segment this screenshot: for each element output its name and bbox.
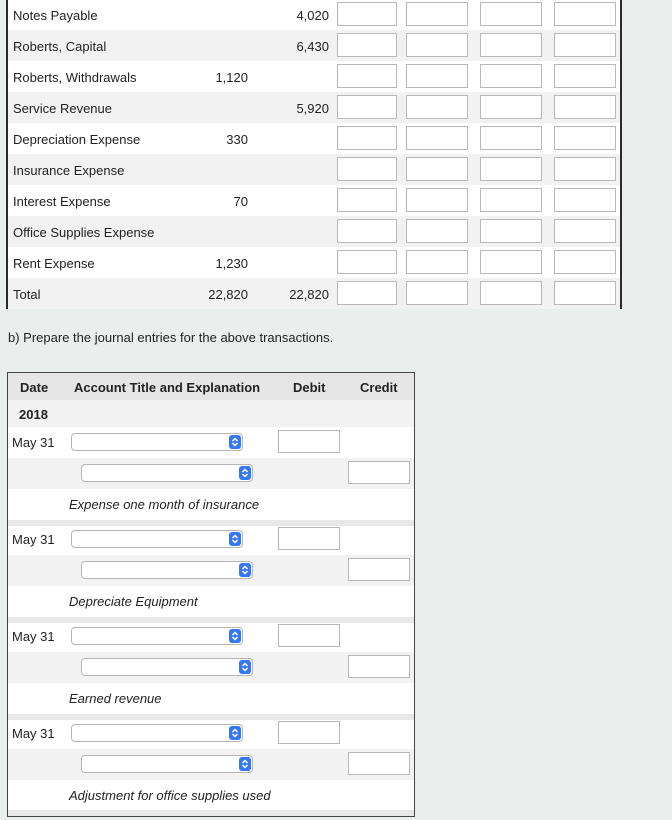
tb-input-1[interactable] bbox=[337, 157, 397, 181]
tb-credit-value: 5,920 bbox=[296, 101, 329, 116]
tb-account-name: Office Supplies Expense bbox=[13, 225, 155, 240]
tb-input-4[interactable] bbox=[554, 95, 616, 119]
tb-input-2[interactable] bbox=[406, 33, 468, 57]
tb-input-3[interactable] bbox=[480, 219, 542, 243]
tb-credit-total: 22,820 bbox=[289, 287, 329, 302]
journal-debit-line bbox=[8, 427, 414, 458]
journal-debit-line bbox=[8, 524, 414, 555]
entry-date: May 31 bbox=[12, 629, 55, 644]
tb-input-1[interactable] bbox=[337, 33, 397, 57]
tb-input-1[interactable] bbox=[337, 2, 397, 26]
tb-input-1[interactable] bbox=[337, 126, 397, 150]
tb-row-total bbox=[8, 278, 620, 309]
tb-input-4[interactable] bbox=[554, 126, 616, 150]
tb-row-rent-expense bbox=[8, 247, 620, 278]
tb-input-2[interactable] bbox=[406, 250, 468, 274]
tb-input-3[interactable] bbox=[480, 64, 542, 88]
tb-input-3[interactable] bbox=[480, 281, 542, 305]
tb-row-notes-payable bbox=[8, 0, 620, 30]
tb-input-2[interactable] bbox=[406, 95, 468, 119]
header-account: Account Title and Explanation bbox=[74, 380, 261, 395]
tb-input-2[interactable] bbox=[406, 281, 468, 305]
tb-input-4[interactable] bbox=[554, 64, 616, 88]
credit-account-select[interactable] bbox=[81, 464, 253, 482]
credit-account-select[interactable] bbox=[81, 561, 253, 579]
tb-row-depreciation-expense bbox=[8, 123, 620, 154]
tb-input-3[interactable] bbox=[480, 250, 542, 274]
entry-date: May 31 bbox=[12, 726, 55, 741]
credit-amount-input[interactable] bbox=[348, 558, 410, 581]
tb-account-name: Rent Expense bbox=[13, 256, 95, 271]
journal-credit-line bbox=[8, 749, 414, 780]
tb-input-2[interactable] bbox=[406, 64, 468, 88]
tb-row-roberts-capital bbox=[8, 30, 620, 61]
tb-row-interest-expense bbox=[8, 185, 620, 216]
tb-debit-value: 330 bbox=[226, 132, 248, 147]
debit-account-select[interactable] bbox=[71, 433, 243, 451]
tb-input-4[interactable] bbox=[554, 219, 616, 243]
tb-input-1[interactable] bbox=[337, 219, 397, 243]
journal-year: 2018 bbox=[19, 407, 48, 422]
entry-explanation: Adjustment for office supplies used bbox=[69, 788, 271, 803]
debit-account-select[interactable] bbox=[71, 530, 243, 548]
tb-input-1[interactable] bbox=[337, 250, 397, 274]
select-arrows-icon bbox=[239, 660, 251, 674]
tb-input-1[interactable] bbox=[337, 95, 397, 119]
tb-input-1[interactable] bbox=[337, 188, 397, 212]
tb-input-2[interactable] bbox=[406, 188, 468, 212]
tb-input-3[interactable] bbox=[480, 126, 542, 150]
tb-row-roberts-withdrawals bbox=[8, 61, 620, 92]
header-date: Date bbox=[20, 380, 49, 395]
select-arrows-icon bbox=[239, 757, 251, 771]
tb-row-insurance-expense bbox=[8, 154, 620, 185]
tb-account-name: Total bbox=[13, 287, 41, 302]
tb-account-name: Depreciation Expense bbox=[13, 132, 141, 147]
tb-account-name: Insurance Expense bbox=[13, 163, 125, 178]
journal-credit-line bbox=[8, 555, 414, 586]
credit-amount-input[interactable] bbox=[348, 655, 410, 678]
journal-debit-line bbox=[8, 718, 414, 749]
tb-input-4[interactable] bbox=[554, 281, 616, 305]
debit-amount-input[interactable] bbox=[278, 527, 340, 550]
tb-input-4[interactable] bbox=[554, 33, 616, 57]
select-arrows-icon bbox=[239, 563, 251, 577]
journal-credit-line bbox=[8, 652, 414, 683]
tb-row-service-revenue bbox=[8, 92, 620, 123]
tb-debit-value: 1,120 bbox=[215, 70, 248, 85]
journal-entry-table bbox=[7, 372, 415, 817]
tb-input-3[interactable] bbox=[480, 157, 542, 181]
journal-explanation-line bbox=[8, 586, 414, 617]
tb-input-4[interactable] bbox=[554, 2, 616, 26]
instruction-text: b) Prepare the journal entries for the above transactions. bbox=[8, 330, 334, 345]
select-arrows-icon bbox=[229, 726, 241, 740]
tb-debit-value: 1,230 bbox=[215, 256, 248, 271]
journal-header-row bbox=[8, 373, 414, 400]
journal-explanation-line bbox=[8, 489, 414, 520]
tb-input-1[interactable] bbox=[337, 281, 397, 305]
journal-year-row bbox=[8, 400, 414, 427]
entry-explanation: Earned revenue bbox=[69, 691, 162, 706]
tb-credit-value: 6,430 bbox=[296, 39, 329, 54]
trial-balance-table bbox=[6, 0, 622, 309]
journal-credit-line bbox=[8, 458, 414, 489]
tb-input-2[interactable] bbox=[406, 157, 468, 181]
tb-credit-value: 4,020 bbox=[296, 8, 329, 23]
header-debit: Debit bbox=[293, 380, 326, 395]
tb-input-2[interactable] bbox=[406, 219, 468, 243]
entry-divider bbox=[8, 810, 414, 816]
tb-input-3[interactable] bbox=[480, 95, 542, 119]
tb-input-1[interactable] bbox=[337, 64, 397, 88]
debit-account-select[interactable] bbox=[71, 627, 243, 645]
tb-input-2[interactable] bbox=[406, 126, 468, 150]
tb-account-name: Service Revenue bbox=[13, 101, 112, 116]
tb-input-4[interactable] bbox=[554, 250, 616, 274]
select-arrows-icon bbox=[239, 466, 251, 480]
select-arrows-icon bbox=[229, 435, 241, 449]
journal-explanation-line bbox=[8, 780, 414, 811]
tb-account-name: Roberts, Capital bbox=[13, 39, 107, 54]
debit-amount-input[interactable] bbox=[278, 721, 340, 744]
tb-input-3[interactable] bbox=[480, 33, 542, 57]
select-arrows-icon bbox=[229, 532, 241, 546]
entry-date: May 31 bbox=[12, 435, 55, 450]
tb-account-name: Interest Expense bbox=[13, 194, 111, 209]
entry-date: May 31 bbox=[12, 532, 55, 547]
debit-amount-input[interactable] bbox=[278, 624, 340, 647]
tb-input-3[interactable] bbox=[480, 188, 542, 212]
tb-input-3[interactable] bbox=[480, 2, 542, 26]
tb-row-office-supplies-expense bbox=[8, 216, 620, 247]
journal-explanation-line bbox=[8, 683, 414, 714]
tb-input-2[interactable] bbox=[406, 2, 468, 26]
journal-debit-line bbox=[8, 621, 414, 652]
entry-explanation: Expense one month of insurance bbox=[69, 497, 260, 512]
tb-account-name: Notes Payable bbox=[13, 8, 98, 23]
tb-debit-value: 70 bbox=[233, 194, 248, 209]
credit-amount-input[interactable] bbox=[348, 752, 410, 775]
entry-explanation: Depreciate Equipment bbox=[69, 594, 198, 609]
credit-account-select[interactable] bbox=[81, 658, 253, 676]
debit-account-select[interactable] bbox=[71, 724, 243, 742]
debit-amount-input[interactable] bbox=[278, 430, 340, 453]
credit-account-select[interactable] bbox=[81, 755, 253, 773]
tb-debit-total: 22,820 bbox=[208, 287, 248, 302]
credit-amount-input[interactable] bbox=[348, 461, 410, 484]
select-arrows-icon bbox=[229, 629, 241, 643]
tb-account-name: Roberts, Withdrawals bbox=[13, 70, 137, 85]
header-credit: Credit bbox=[360, 380, 398, 395]
tb-input-4[interactable] bbox=[554, 157, 616, 181]
tb-input-4[interactable] bbox=[554, 188, 616, 212]
